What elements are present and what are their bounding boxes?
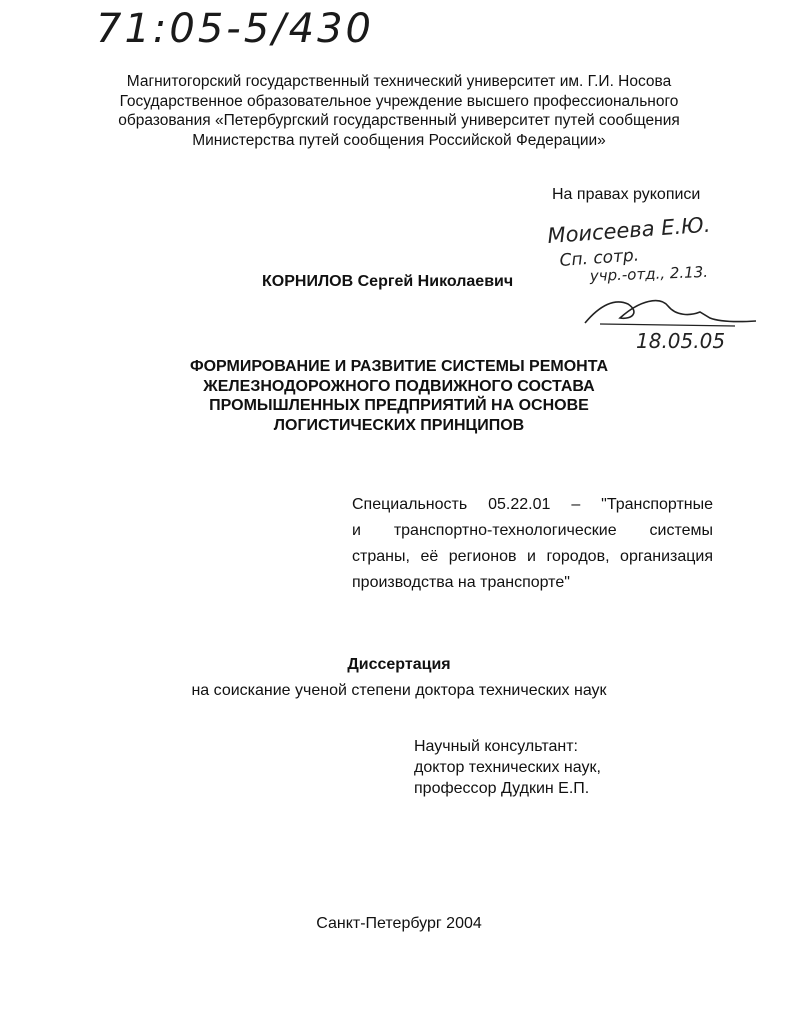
consultant-label: Научный консультант: — [414, 738, 578, 755]
specialty-block — [352, 492, 713, 596]
signature-underline — [600, 324, 735, 326]
title-line: ЛОГИСТИЧЕСКИХ ПРИНЦИПОВ — [273, 416, 525, 434]
specialty-line: страны, её регионов и городов, организация — [352, 548, 713, 565]
specialty-line: Специальность 05.22.01 – "Транспортные — [352, 496, 713, 513]
annotation-line2: Сп. сотр. — [558, 245, 640, 271]
consultant-degree: доктор технических наук, — [414, 759, 601, 776]
title-line: ФОРМИРОВАНИЕ И РАЗВИТИЕ СИСТЕМЫ РЕМОНТА — [189, 358, 609, 375]
signature — [585, 301, 756, 323]
institution-line: Магнитогорский государственный технический университет им. Г.И. Носова — [126, 73, 672, 90]
institution-line: Министерства путей сообщения Российской Федерации» — [192, 131, 606, 149]
dissertation-title — [0, 357, 798, 435]
author-name: КОРНИЛОВ Сергей Николаевич — [262, 273, 514, 290]
degree-line: на соискание ученой степени доктора технических наук — [191, 682, 607, 699]
annotation-date: 18.05.05 — [636, 329, 726, 353]
manuscript-note: На правах рукописи — [552, 186, 701, 203]
title-line: ПРОМЫШЛЕННЫХ ПРЕДПРИЯТИЙ НА ОСНОВЕ — [209, 397, 589, 414]
specialty-line: производства на транспорте" — [352, 574, 570, 591]
institution-line: образования «Петербургский государственный университет путей сообщения — [118, 112, 680, 129]
city-year: Санкт-Петербург 2004 — [316, 915, 482, 932]
archive-mark: 71:05-5/430 — [96, 6, 374, 52]
institution-line: Государственное образовательное учреждение высшего профессионального — [119, 92, 679, 110]
document-type: Диссертация — [347, 656, 451, 673]
title-line: ЖЕЛЕЗНОДОРОЖНОГО ПОДВИЖНОГО СОСТАВА — [203, 377, 595, 395]
consultant-name: профессор Дудкин Е.П. — [414, 780, 590, 797]
consultant-block — [414, 736, 601, 799]
annotation-line3: учр.-отд., 2.13. — [589, 262, 709, 285]
annotation-line1: Моисеева Е.Ю. — [546, 212, 712, 248]
specialty-line: и транспортно-технологические системы — [352, 522, 713, 539]
institution-block — [0, 72, 798, 150]
